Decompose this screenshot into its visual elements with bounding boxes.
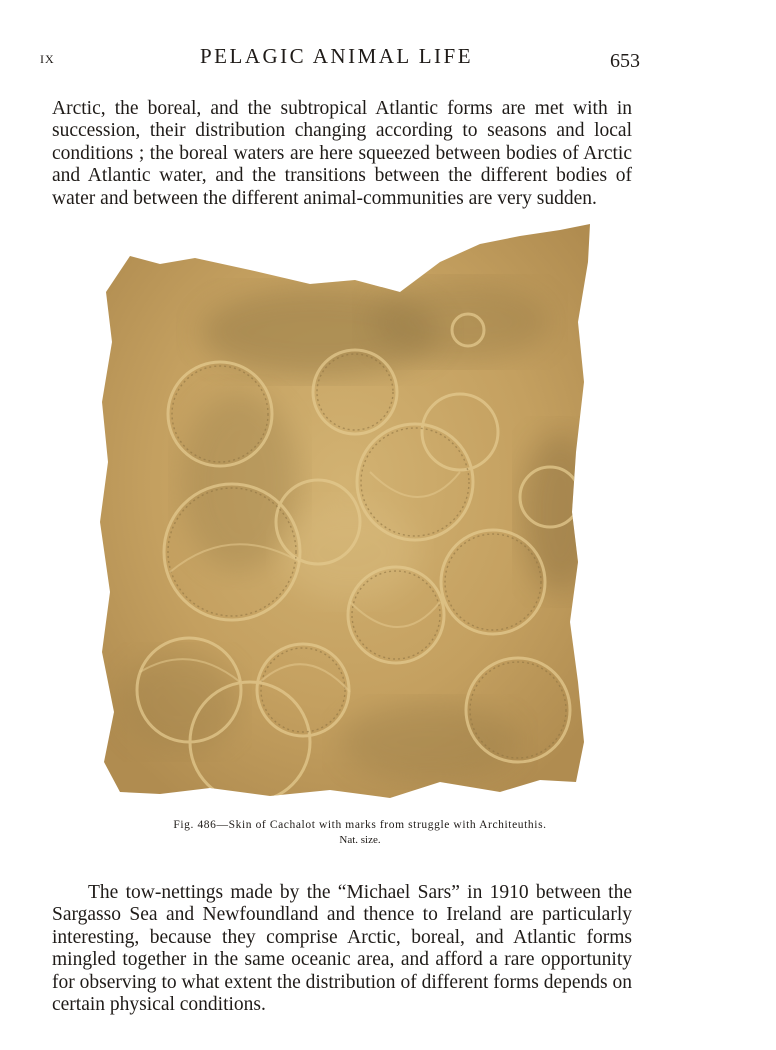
page-number: 653 (610, 50, 640, 72)
paragraph-bottom: The tow-nettings made by the “Michael Sars” in 1910 between the Sargasso Sea and Newfoundland and thence to Ireland are particularly interesting, because they comprise Arctic, boreal, and Atlantic forms mingled together in the same oceanic area, and afford a rare opportunity for observing to what extent the distribution of different forms depends on certain physical conditions. (52, 881, 632, 1015)
running-title: PELAGIC ANIMAL LIFE (200, 44, 474, 68)
paragraph-top: Arctic, the boreal, and the subtropical Atlantic forms are met with in succession, their distribution changing according to seasons and local conditions ; the boreal waters are here squeezed between bodies of Arctic and Atlantic water, and the transitions between the different bodies of water and between the different animal-communities are very sudden. (52, 97, 632, 209)
figure-skin-photo (100, 222, 592, 802)
chapter-number: IX (40, 52, 55, 66)
cachalot-skin-image (100, 222, 592, 802)
figure-subcaption: Nat. size. (339, 834, 381, 846)
figure-caption: Fig. 486—Skin of Cachalot with marks from struggle with Architeuthis. (173, 819, 547, 831)
page-header (40, 44, 640, 74)
